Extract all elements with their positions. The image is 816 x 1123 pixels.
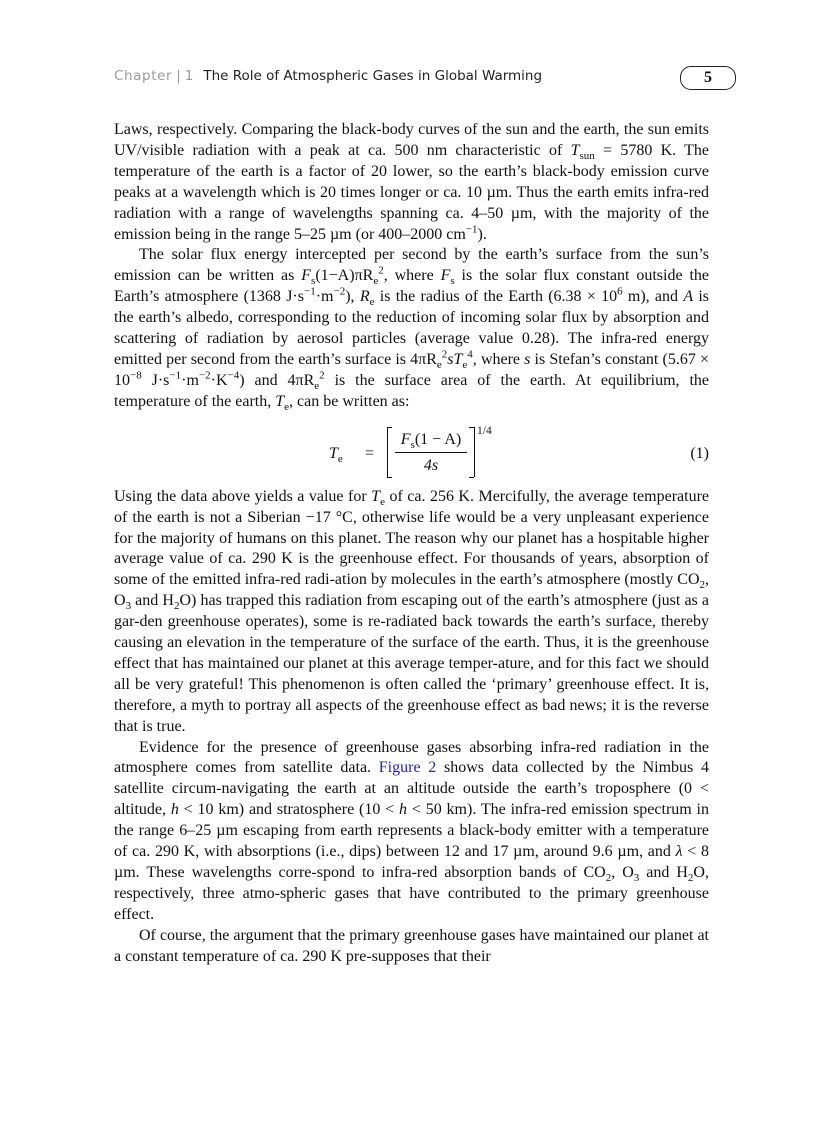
symbol-lambda: λ xyxy=(675,843,683,861)
p2-part: ) and 4πR xyxy=(239,371,315,389)
p2-part: is the radius of the Earth (6.38 × 10 xyxy=(374,288,618,306)
p2-part: ·K xyxy=(210,371,228,389)
p4-part: < 10 km) and stratosphere (10 < xyxy=(178,801,400,819)
subscript-e: e xyxy=(436,359,442,372)
running-header-text xyxy=(114,68,542,84)
symbol-h: h xyxy=(399,801,408,819)
symbol-f: F xyxy=(301,267,312,285)
p2-part: ), xyxy=(345,288,360,306)
eq-num-rest: (1 − A) xyxy=(414,430,462,448)
eq-t: T xyxy=(329,444,338,462)
p2-part: The solar flux energy intercepted per second by the earth’s surface from the sun’s emission can be written as xyxy=(114,246,709,285)
bracket-corner xyxy=(387,477,392,478)
paragraph-1 xyxy=(114,120,709,245)
sup-2: 2 xyxy=(319,369,325,382)
equation-1 xyxy=(114,415,709,485)
sup-4: 4 xyxy=(467,348,473,361)
sup-2: 2 xyxy=(441,348,448,361)
p3-part: O) has trapped this radiation from escaping out of the earth’s atmosphere (just as a gar-den greenhouse operates), some is re-radiated back towards the earth’s surface, thereby causing an elevation in the temperature of the surface of the earth. Thus, it is the greenhouse effect that has maintained our planet at this average temper-ature, and for this fact we should all be very grateful! This phenomenon is often called the ‘primary’ greenhouse effect. It is, therefore, a myth to portray all aspects of the greenhouse effect as bad news; it is the reverse that is true. xyxy=(114,592,710,735)
equals-sign: = xyxy=(365,444,375,462)
eq-f: F xyxy=(400,430,411,448)
chapter-number: 1 xyxy=(184,68,194,84)
equation-number: (1) xyxy=(690,444,709,462)
symbol-t: T xyxy=(371,487,381,505)
p4-part: O, respectively, three atmo-spheric gases that have contributed to the primary greenhouse effect. xyxy=(114,864,709,923)
equation-exponent: 1/4 xyxy=(477,424,492,437)
equation-lhs xyxy=(329,444,343,465)
t-sun-symbol: T xyxy=(570,141,580,159)
paragraph-5: Of course, the argument that the primary greenhouse gases have maintained our planet at a constant temperature of ca. 290 K pre-supposes that their xyxy=(114,926,709,965)
sub-3: 3 xyxy=(633,872,640,885)
p2-part: (1−A)πR xyxy=(315,267,374,285)
symbol-f: F xyxy=(440,267,451,285)
subscript-e: e xyxy=(462,359,468,372)
symbol-s: s xyxy=(524,350,531,368)
p4-part: and H xyxy=(639,864,688,881)
symbol-t: T xyxy=(275,392,285,410)
body-text xyxy=(114,120,709,968)
sup-minus4: −4 xyxy=(227,369,240,382)
eq-t-sub: e xyxy=(337,452,343,465)
bracket-corner xyxy=(387,427,392,428)
paragraph-3 xyxy=(114,487,709,738)
p2-part: is the earth’s albedo, corresponding to the reduction of incoming solar flux by absorption and scattering of radiation by aerosol particles (average value 0.28). The infra-red energy emitted per second from the earth’s surface is 4πR xyxy=(114,288,710,368)
page-number: 5 xyxy=(680,66,736,90)
subscript-e: e xyxy=(380,495,385,508)
subscript-s: s xyxy=(311,275,316,288)
sup-minus1: −1 xyxy=(304,285,316,298)
p1-text-b: = 5780 K. The temperature of the earth is a factor of 20 lower, so the earth’s black-body emission curve peaks at a wavelength which is 20 times longer or ca. 10 µm. Thus the earth emits infra-red radiation with a range of wavelengths spanning ca. 4–50 µm, with the majority of the emission being in the range 5–25 µm (or 400–2000 cm xyxy=(114,141,710,243)
subscript-e: e xyxy=(314,380,320,393)
fraction-line xyxy=(395,452,467,453)
eq-f-sub: s xyxy=(410,438,415,451)
p2-part: , can be written as: xyxy=(289,392,410,410)
subscript-e: e xyxy=(369,296,375,309)
chapter-label: Chapter xyxy=(114,68,173,84)
sub-3: 3 xyxy=(125,600,132,613)
p3-part: of ca. 256 K. Mercifully, the average temperature of the earth is not a Siberian −17 °C, otherwise life would be a very unpleasant experience for the majority of humans on this planet. The reason why our planet has a hospitable higher average value of ca. 290 K is the greenhouse effect. For thousands of years, absorption of some of the emitted infra-red radi-ation by molecules in the earth’s atmosphere (mostly CO xyxy=(114,487,709,589)
p4-part: < 8 µm. These wavelengths corre-spond to infra-red absorption bands of CO xyxy=(114,843,709,881)
bracket-corner xyxy=(469,477,474,478)
sup-minus2: −2 xyxy=(198,369,211,382)
sub-2: 2 xyxy=(699,579,705,592)
p2-part: ·m xyxy=(181,371,199,389)
header-divider: | xyxy=(176,68,181,84)
p2-part: ·m xyxy=(315,288,334,306)
p3-part: and H xyxy=(131,592,174,610)
sup-minus2: −2 xyxy=(333,285,346,298)
sub-2: 2 xyxy=(605,872,612,885)
p4-part: < 50 km). The infra-red emission spectrum in the range 6–25 µm escaping from earth represents a black-body emitter with a temperature of ca. 290 K, with absorptions (i.e., dips) between 12 and 17 µm, around 9.6 µm, and xyxy=(114,801,710,861)
p3-part: , O xyxy=(114,571,709,610)
p2-part: , where xyxy=(472,350,525,368)
sub-2: 2 xyxy=(687,872,694,885)
p2-part: is the solar flux constant outside the Earth’s atmosphere (1368 J·s xyxy=(114,267,709,306)
p1-end: ). xyxy=(477,225,487,243)
p2-part: m), and xyxy=(622,288,684,306)
running-header xyxy=(114,66,736,92)
subscript-s: s xyxy=(450,275,455,288)
sup-6: 6 xyxy=(617,285,623,298)
p2-part: , where xyxy=(383,267,441,285)
fraction-numerator xyxy=(393,430,469,451)
sup-minus1: −1 xyxy=(169,369,182,382)
p3-part: Using the data above yields a value for xyxy=(114,487,372,505)
symbol-s: s xyxy=(447,350,454,368)
t-sun-subscript: sun xyxy=(579,150,595,163)
symbol-a: A xyxy=(683,288,694,306)
chapter-title: The Role of Atmospheric Gases in Global Warming xyxy=(203,68,543,84)
p2-part: is the surface area of the earth. At equilibrium, the temperature of the earth, xyxy=(114,371,710,410)
bracket-corner xyxy=(469,427,474,428)
subscript-e: e xyxy=(373,275,379,288)
paragraph-2 xyxy=(114,245,709,412)
symbol-h: h xyxy=(170,801,179,819)
symbol-r: R xyxy=(359,288,370,306)
subscript-e: e xyxy=(284,400,290,413)
sub-2: 2 xyxy=(173,600,180,613)
p2-part: J·s xyxy=(141,371,170,389)
p2-part: is Stefan’s constant (5.67 × 10 xyxy=(114,350,709,389)
p4-part: , O xyxy=(611,864,634,881)
sup-minus8: −8 xyxy=(130,369,142,382)
p1-exponent: −1 xyxy=(465,223,478,236)
p1-text: Laws, respectively. Comparing the black-body curves of the sun and the earth, the sun emits UV/visible radiation with a peak at ca. 500 nm characteristic of xyxy=(114,121,709,159)
sup-2: 2 xyxy=(378,265,384,278)
fraction-denominator: 4s xyxy=(423,456,439,474)
p4-part: Evidence for the presence of greenhouse gases absorbing infra-red radiation in the atmosphere comes from satellite data. xyxy=(114,738,709,777)
p4-part: shows data collected by the Nimbus 4 satellite circum-navigating the earth at an altitude outside the earth’s troposphere (0 < altitude, xyxy=(114,759,710,819)
figure-2-link[interactable]: Figure 2 xyxy=(378,759,437,777)
paragraph-4 xyxy=(114,738,709,926)
symbol-t: T xyxy=(453,350,463,368)
